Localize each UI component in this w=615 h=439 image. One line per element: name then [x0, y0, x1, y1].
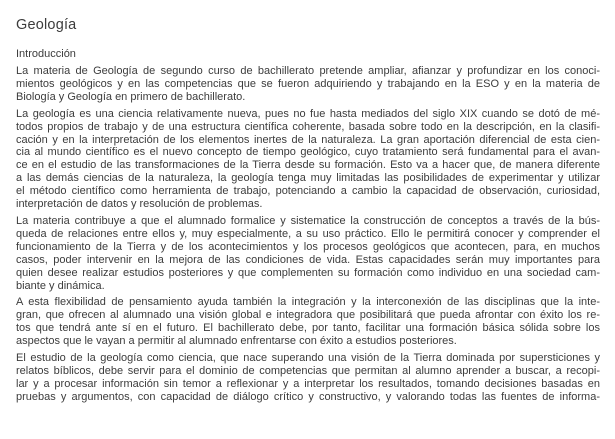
text-line: mientos geológicos y en las competencias que se fueron adquiriendo y trabajando en la ESO y en la materia de	[16, 77, 600, 90]
page-title: Geología	[16, 17, 77, 33]
text-line: aspectos que le vayan a permitir al alumnado enfrentarse con éxito a estudios posteriores.	[16, 335, 457, 348]
text-line: A esta flexibilidad de pensamiento ayuda también la integración y la interconexión de las disciplinas que la inte-	[16, 296, 600, 309]
section-heading-introduction: Introducción	[16, 48, 76, 60]
text-line: tos que tendrá ante sí en el futuro. El bachillerato debe, por tanto, facilitar una formación básica sólida sobre los	[16, 322, 600, 335]
text-line: ce en el estudio de las transformaciones de la Tierra desde su formación. Esto va a hacer que, de manera diferente	[16, 159, 600, 172]
text-line: quien desee realizar estudios posteriores y que complementen su formación como individuo en una sociedad cam-	[16, 266, 600, 279]
paragraph	[16, 215, 600, 292]
paragraph	[16, 352, 600, 404]
text-line: gran, que ofrecen al alumnado una visión global e integradora que posibilitará que pueda afrontar con éxito los re-	[16, 309, 600, 322]
text-line: a las demás ciencias de la naturaleza, la geología tenga muy limitadas las posibilidades de experimentar y utilizar	[16, 172, 600, 185]
text-line: cación y en la interpretación de los elementos inertes de la naturaleza. La gran aportación diferencial de esta cien-	[16, 133, 600, 146]
text-line: todos propios de trabajo y de una estructura científica coherente, basada sobre todo en la descripción, en la clasifi-	[16, 120, 600, 133]
text-line: interpretación de datos y resolución de problemas.	[16, 198, 263, 211]
text-line: relatos bíblicos, debe servir para el dominio de competencias que permitan al alumno aprender a buscar, a recopi-	[16, 364, 600, 377]
text-line: el método científico como herramienta de trabajo, potenciando a cambio la capacidad de observación, curiosidad,	[16, 185, 600, 198]
text-line: pruebas y argumentos, con capacidad de diálogo crítico y constructivo, y valorando todas las fuentes de informa-	[16, 390, 600, 403]
text-line: La geología es una ciencia relativamente nueva, pues no fue hasta mediados del siglo XIX cuando se dotó de mé-	[16, 107, 600, 120]
text-line: El estudio de la geología como ciencia, que nace superando una visión de la Tierra dominada por supersticiones y	[16, 352, 600, 365]
text-line: queda de relaciones entre ellos y, muy especialmente, a su uso práctico. Ello le permitirá conocer y comprender el	[16, 227, 600, 240]
paragraph	[16, 296, 600, 348]
text-line: biante y dinámica.	[16, 279, 105, 292]
paragraph	[16, 65, 600, 104]
text-line: cia al mundo científico es el nuevo concepto de tiempo geológico, cuyo tratamiento será fundamental para el avan-	[16, 146, 600, 159]
text-line: La materia contribuye a que el alumnado formalice y sistematice la construcción de conceptos a través de la bús-	[16, 214, 600, 227]
text-line: La materia de Geología de segundo curso de bachillerato pretende ampliar, afianzar y profundizar en los conoci-	[16, 65, 600, 77]
text-line: casos, poder intervenir en la mejora de las condiciones de vida. Estas capacidades serán muy importantes para	[16, 253, 600, 266]
document-body	[16, 65, 600, 404]
text-line: lar y a procesar información sin temor a reflexionar y a interpretar los resultados, tomando decisiones basadas en	[16, 377, 600, 390]
paragraph	[16, 108, 600, 211]
text-line: Biología y Geología en primero de bachillerato.	[16, 90, 246, 103]
text-line: funcionamiento de la Tierra y de los acontecimientos y los procesos geológicos que acontecen, para, en muchos	[16, 240, 600, 253]
